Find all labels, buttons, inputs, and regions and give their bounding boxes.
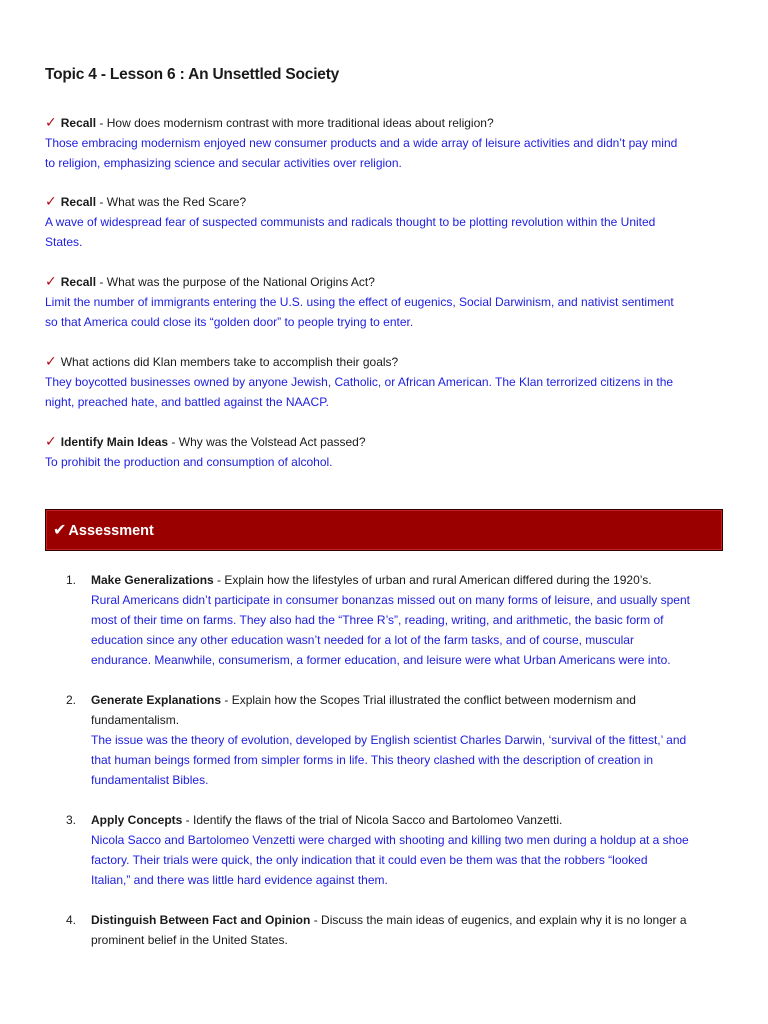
checkmark-icon: ✓ xyxy=(45,193,57,209)
item-label: Make Generalizations xyxy=(91,573,214,587)
item-body xyxy=(91,690,722,790)
answer-line: night, preached hate, and battled against the NAACP. xyxy=(45,395,329,409)
item-answer-line: fundamentalist Bibles. xyxy=(91,773,209,787)
question-block xyxy=(45,431,725,472)
question-block xyxy=(45,351,725,412)
item-answer-line: factory. Their trials were quick, the only indication that it could even be them was that the robbers “looked xyxy=(91,853,648,867)
item-label: Generate Explanations xyxy=(91,693,222,707)
item-question-line xyxy=(91,810,722,830)
item-answer-line: Nicola Sacco and Bartolomeo Venzetti were charged with shooting and killing two men during a holdup at a shoe xyxy=(91,833,689,847)
question-text: - What was the Red Scare? xyxy=(96,195,247,209)
question-line xyxy=(45,431,725,452)
assessment-item xyxy=(66,910,722,950)
question-text: - Why was the Volstead Act passed? xyxy=(168,435,366,449)
question-label: Identify Main Ideas xyxy=(60,435,169,449)
checkmark-icon: ✔ xyxy=(53,522,67,539)
item-body xyxy=(91,810,722,890)
item-label: Apply Concepts xyxy=(91,813,183,827)
question-text: - How does modernism contrast with more traditional ideas about religion? xyxy=(96,116,494,130)
answer-line: Limit the number of immigrants entering the U.S. using the effect of eugenics, Social Darwinism, and nativist sentiment xyxy=(45,295,674,309)
item-answer-line: endurance. Meanwhile, consumerism, a former education, and leisure were what Urban Americans were into. xyxy=(91,653,671,667)
item-question-line xyxy=(91,710,722,730)
item-question-text: - Discuss the main ideas of eugenics, and explain why it is no longer a xyxy=(310,913,687,927)
answer-line: so that America could close its “golden door” to people trying to enter. xyxy=(45,315,414,329)
answer-line: To prohibit the production and consumption of alcohol. xyxy=(45,455,333,469)
question-block xyxy=(45,191,725,252)
item-question-text: - Identify the flaws of the trial of Nicola Sacco and Bartolomeo Vanzetti. xyxy=(182,813,563,827)
question-line xyxy=(45,351,725,372)
item-question-line xyxy=(91,690,722,710)
item-question-text: - Explain how the lifestyles of urban and rural American differed during the 1920’s. xyxy=(213,573,652,587)
item-question-text: - Explain how the Scopes Trial illustrated the conflict between modernism and xyxy=(221,693,636,707)
item-body xyxy=(91,570,722,670)
item-body xyxy=(91,910,722,950)
item-answer-line: Rural Americans didn’t participate in consumer bonanzas missed out on many forms of leisure, and usually spent xyxy=(91,593,690,607)
checkmark-icon: ✓ xyxy=(45,433,57,449)
assessment-heading xyxy=(53,520,154,540)
assessment-item xyxy=(66,690,722,790)
answer-line: A wave of widespread fear of suspected communists and radicals thought to be plotting revolution within the United xyxy=(45,215,656,229)
question-label: Recall xyxy=(60,195,97,209)
item-answer-line: most of their time on farms. They also had the “Three R’s”, reading, writing, and arithmetic, the basic form of xyxy=(91,613,664,627)
item-question-line xyxy=(91,930,722,950)
assessment-banner xyxy=(45,509,723,551)
answer-line: Those embracing modernism enjoyed new consumer products and a wide array of leisure activities and didn’t pay mind xyxy=(45,136,678,150)
question-line xyxy=(45,112,725,133)
item-question-text: fundamentalism. xyxy=(91,713,180,727)
assessment-item xyxy=(66,570,722,670)
checkmark-icon: ✓ xyxy=(45,114,57,130)
assessment-heading-text: Assessment xyxy=(68,523,154,539)
item-number: 4. xyxy=(66,913,77,927)
item-question-text: prominent belief in the United States. xyxy=(91,933,288,947)
item-number: 1. xyxy=(66,573,77,587)
question-block xyxy=(45,112,725,173)
item-number: 2. xyxy=(66,693,77,707)
item-label: Distinguish Between Fact and Opinion xyxy=(91,913,311,927)
question-block xyxy=(45,271,725,332)
answer-line: to religion, emphasizing science and secular activities over religion. xyxy=(45,156,402,170)
item-number: 3. xyxy=(66,813,77,827)
item-answer-line: The issue was the theory of evolution, developed by English scientist Charles Darwin, ‘survival of the fittest,’ and xyxy=(91,733,687,747)
item-answer-line: that human beings formed from simpler forms in life. This theory clashed with the description of creation in xyxy=(91,753,654,767)
item-question-line xyxy=(91,570,722,590)
item-answer-line: education since any other education wasn’t needed for a lot of the farm tasks, and of course, muscular xyxy=(91,633,634,647)
answer-line: They boycotted businesses owned by anyone Jewish, Catholic, or African American. The Klan terrorized citizens in the xyxy=(45,375,674,389)
page-title: Topic 4 - Lesson 6 : An Unsettled Society xyxy=(45,66,340,83)
question-text: - What was the purpose of the National Origins Act? xyxy=(96,275,375,289)
question-label: Recall xyxy=(60,116,97,130)
answer-line: States. xyxy=(45,235,83,249)
checkmark-icon: ✓ xyxy=(45,353,57,369)
item-question-line xyxy=(91,910,722,930)
assessment-item xyxy=(66,810,722,890)
question-line xyxy=(45,191,725,212)
item-answer-line: Italian,” and there was little hard evidence against them. xyxy=(91,873,388,887)
question-line xyxy=(45,271,725,292)
question-text: What actions did Klan members take to accomplish their goals? xyxy=(60,355,399,369)
question-label: Recall xyxy=(60,275,97,289)
checkmark-icon: ✓ xyxy=(45,273,57,289)
